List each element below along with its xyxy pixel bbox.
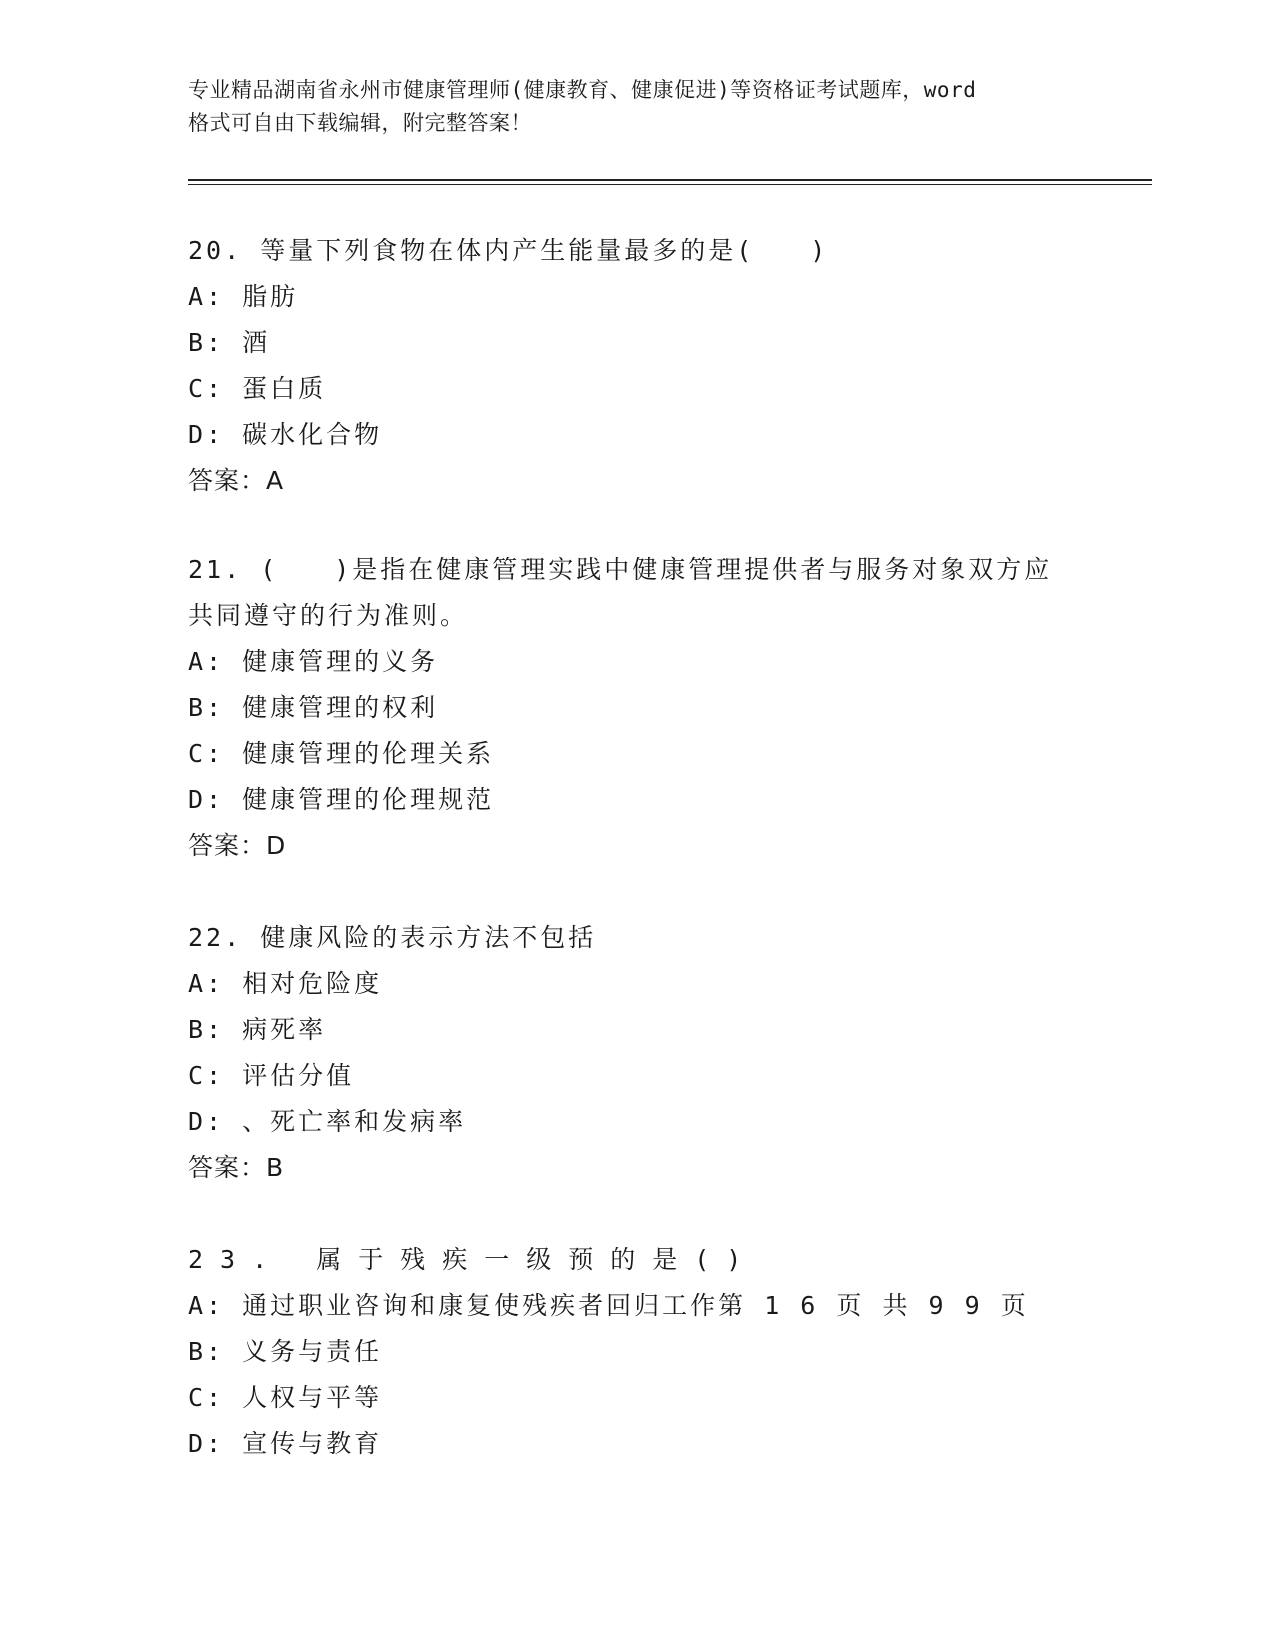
question-stem-line-2: 共同遵守的行为准则。	[188, 601, 469, 630]
option-c: C: 蛋白质	[188, 374, 327, 403]
option-d: D: 、死亡率和发病率	[188, 1107, 467, 1136]
question-stem: 23. 属于残疾一级预的是()	[188, 1245, 759, 1274]
question-stem: 22. 健康风险的表示方法不包括	[188, 923, 597, 952]
header-divider-thick	[188, 179, 1152, 181]
option-a: A: 健康管理的义务	[188, 647, 439, 676]
option-d: D: 健康管理的伦理规范	[188, 785, 495, 814]
option-d: D: 碳水化合物	[188, 420, 383, 449]
option-b: B: 健康管理的权利	[188, 693, 439, 722]
option-a: A: 相对危险度	[188, 969, 383, 998]
answer-label: 答案：D	[188, 831, 287, 860]
answer-label: 答案：A	[188, 466, 285, 495]
option-c: C: 人权与平等	[188, 1383, 383, 1412]
option-b: B: 义务与责任	[188, 1337, 383, 1366]
answer-label: 答案：B	[188, 1153, 285, 1182]
option-a: A: 脂肪	[188, 282, 299, 311]
header-line-1: 专业精品湖南省永州市健康管理师(健康教育、健康促进)等资格证考试题库，word	[188, 78, 977, 102]
question-stem-line-1: 21. ( )是指在健康管理实践中健康管理提供者与服务对象双方应	[188, 555, 1053, 584]
header-divider-thin	[188, 184, 1152, 185]
question-23	[188, 1237, 1088, 1467]
document-header	[188, 74, 1088, 140]
option-b: B: 病死率	[188, 1015, 327, 1044]
question-21	[188, 547, 1088, 869]
option-d: D: 宣传与教育	[188, 1429, 383, 1458]
option-c: C: 健康管理的伦理关系	[188, 739, 495, 768]
question-22	[188, 915, 1088, 1191]
question-20	[188, 228, 1088, 504]
header-line-2: 格式可自由下载编辑，附完整答案！	[188, 111, 532, 135]
option-c: C: 评估分值	[188, 1061, 355, 1090]
option-b: B: 酒	[188, 328, 271, 357]
question-stem: 20. 等量下列食物在体内产生能量最多的是( )	[188, 236, 829, 265]
option-a: A: 通过职业咨询和康复使残疾者回归工作第 1 6 页 共 9 9 页	[188, 1291, 1029, 1320]
